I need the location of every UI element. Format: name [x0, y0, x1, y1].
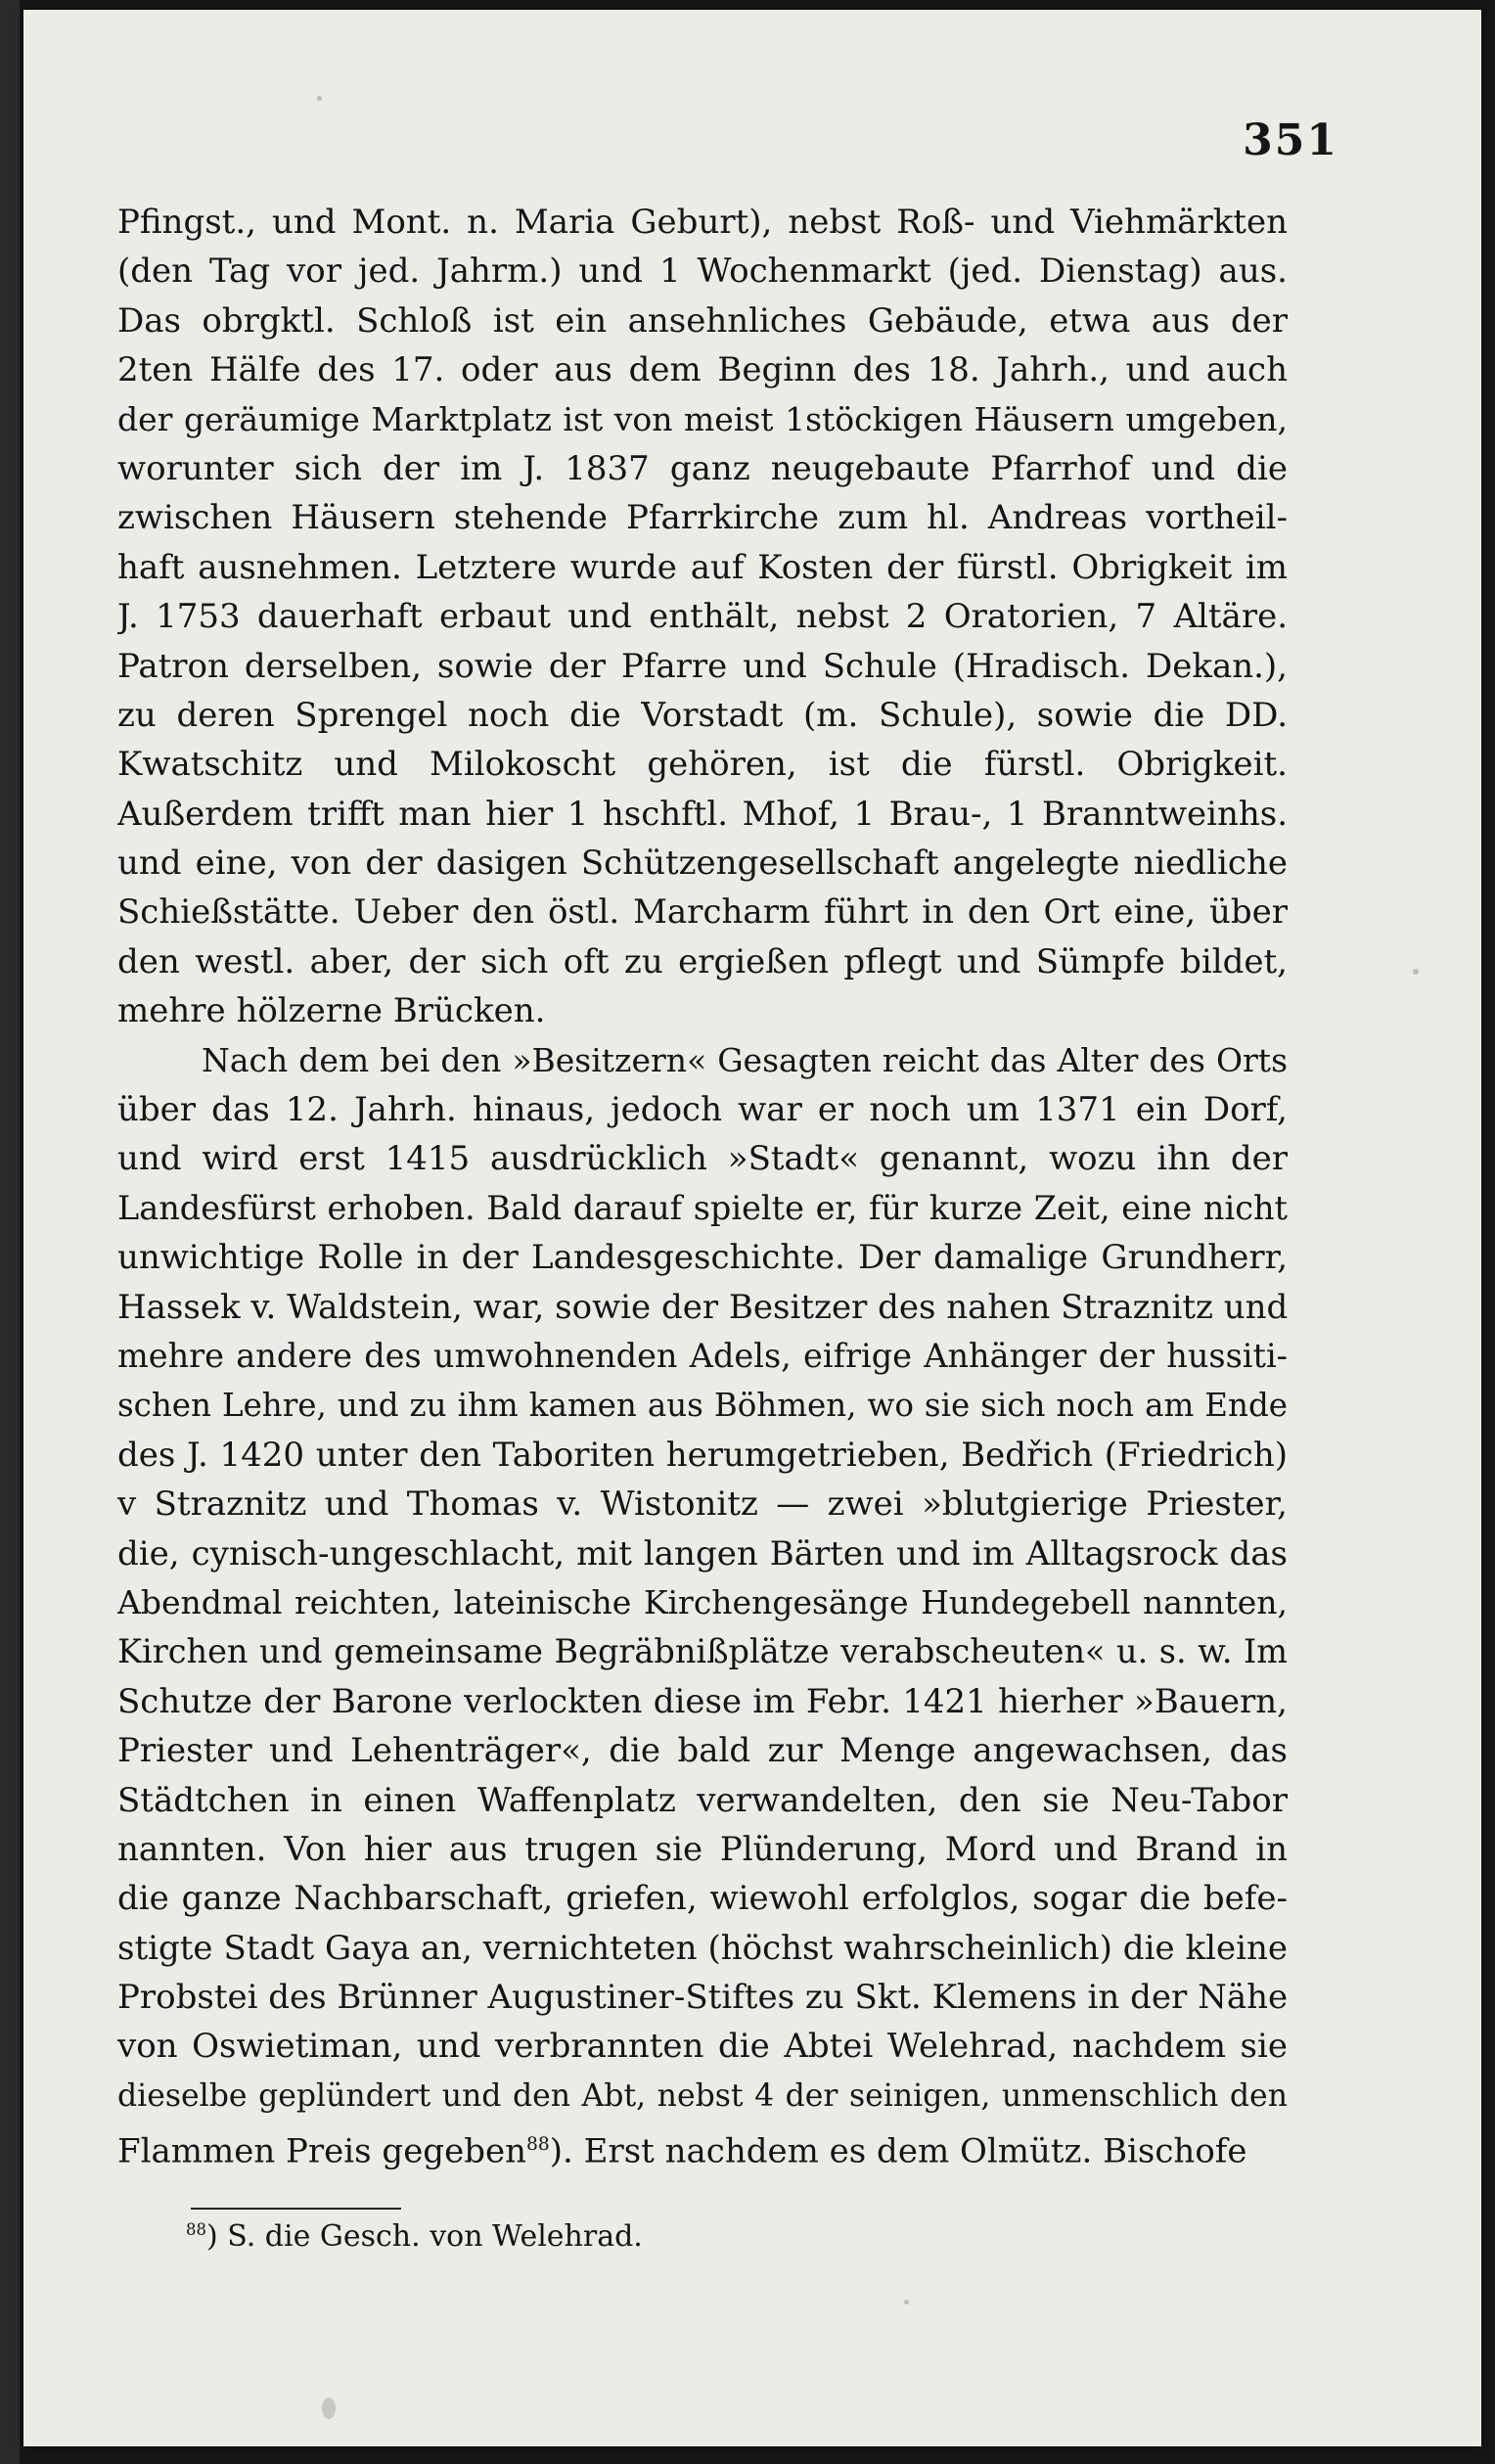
text-line: Pfingst., und Mont. n. Maria Geburt), nebst Roß- und Viehmärkten: [117, 203, 1288, 242]
page-number: 351: [1243, 115, 1338, 165]
text-fragment: Flammen Preis gegeben: [117, 2131, 526, 2170]
paper-speck: [317, 96, 322, 101]
text-line: Das obrgktl. Schloß ist ein ansehnliches Gebäude, etwa aus der: [117, 300, 1288, 341]
text-line: Kwatschitz und Milokoscht gehören, ist die fürstl. Obrigkeit.: [117, 745, 1288, 785]
text-line: Nach dem bei den »Besitzern« Gesagten reicht das Alter des Orts: [202, 1040, 1288, 1079]
text-line: die ganze Nachbarschaft, griefen, wiewohl erfolglos, sogar die befe-: [117, 1879, 1288, 1919]
footnote: [186, 2219, 643, 2254]
text-line: Schutze der Barone verlockten diese im Febr. 1421 hierher »Bauern,: [117, 1681, 1288, 1721]
text-line: die, cynisch-ungeschlacht, mit langen Bärten und im Alltagsrock das: [117, 1533, 1288, 1574]
body-text: [117, 198, 1288, 2170]
text-line: schen Lehre, und zu ihm kamen aus Böhmen, wo sie sich noch am Ende: [117, 1387, 1288, 1425]
text-line: Priester und Lehenträger«, die bald zur Menge angewachsen, das: [117, 1731, 1288, 1771]
text-line: (den Tag vor jed. Jahrm.) und 1 Wochenmarkt (jed. Dienstag) aus.: [117, 251, 1288, 292]
paper-speck: [322, 2397, 336, 2419]
text-line: mehre andere des umwohnenden Adels, eifrige Anhänger der hussiti-: [117, 1336, 1288, 1375]
text-line: zu deren Sprengel noch die Vorstadt (m. Schule), sowie die DD.: [117, 695, 1288, 735]
text-line: 2ten Hälfe des 17. oder aus dem Beginn des 18. Jahrh., und auch: [117, 350, 1288, 390]
paper-speck: [904, 2300, 909, 2304]
text-line: stigte Stadt Gaya an, vernichteten (höchst wahrscheinlich) die kleine: [117, 1928, 1288, 1968]
text-line: dieselbe geplündert und den Abt, nebst 4 der seinigen, unmenschlich den: [117, 2077, 1288, 2114]
text-line: von Oswietiman, und verbrannten die Abtei Welehrad, nachdem sie: [117, 2027, 1288, 2067]
text-line: der geräumige Marktplatz ist von meist 1stöckigen Häusern umgeben,: [117, 399, 1288, 438]
text-line: Landesfürst erhoben. Bald darauf spielte er, für kurze Zeit, eine nicht: [117, 1188, 1288, 1227]
text-line: mehre hölzerne Brücken.: [117, 991, 546, 1031]
text-line: Städtchen in einen Waffenplatz verwandelten, den sie Neu-Tabor: [117, 1780, 1288, 1820]
footnote-separator: [191, 2208, 401, 2210]
text-line: worunter sich der im J. 1837 ganz neugebaute Pfarrhof und die: [117, 448, 1288, 488]
text-line: Kirchen und gemeinsame Begräbnißplätze verabscheuten« u. s. w. Im: [117, 1632, 1288, 1671]
text-line: haft ausnehmen. Letztere wurde auf Kosten der fürstl. Obrigkeit im: [117, 547, 1288, 587]
text-line: zwischen Häusern stehende Pfarrkirche zum hl. Andreas vortheil-: [117, 498, 1288, 538]
text-line: unwichtige Rolle in der Landesgeschichte. Der damalige Grundherr,: [117, 1238, 1288, 1278]
text-line: und wird erst 1415 ausdrücklich »Stadt« genannt, wozu ihn der: [117, 1139, 1288, 1179]
text-line: nannten. Von hier aus trugen sie Plünderung, Mord und Brand in: [117, 1829, 1288, 1869]
text-line: Abendmal reichten, lateinische Kirchengesänge Hundegebell nannten,: [117, 1582, 1288, 1621]
text-line: des J. 1420 unter den Taboriten herumgetrieben, Bedřich (Friedrich): [117, 1435, 1288, 1475]
text-line: den westl. aber, der sich oft zu ergießen pflegt und Sümpfe bildet,: [117, 941, 1288, 981]
text-line: J. 1753 dauerhaft erbaut und enthält, nebst 2 Oratorien, 7 Altäre.: [117, 597, 1288, 637]
text-line: v Straznitz und Thomas v. Wistonitz — zwei »blutgierige Priester,: [117, 1484, 1288, 1525]
text-line: Außerdem trifft man hier 1 hschftl. Mhof, 1 Brau-, 1 Branntweinhs.: [117, 794, 1288, 834]
text-line: und eine, von der dasigen Schützengesellschaft angelegte niedliche: [117, 844, 1288, 884]
footnote-reference: 88: [525, 2134, 550, 2156]
text-line: über das 12. Jahrh. hinaus, jedoch war er noch um 1371 ein Dorf,: [117, 1090, 1288, 1130]
scan-left-edge: [0, 0, 20, 2464]
paper-speck: [1413, 969, 1419, 975]
footnote-text: ) S. die Gesch. von Welehrad.: [206, 2219, 643, 2254]
text-line: Hassek v. Waldstein, war, sowie der Besitzer des nahen Straznitz und: [117, 1287, 1288, 1327]
text-line: Schießstätte. Ueber den östl. Marcharm führt in den Ort eine, über: [117, 892, 1288, 933]
text-line: Patron derselben, sowie der Pfarre und Schule (Hradisch. Dekan.),: [117, 646, 1288, 686]
text-line: Probstei des Brünner Augustiner-Stiftes zu Skt. Klemens in der Nähe: [117, 1978, 1288, 2018]
footnote-marker: 88: [186, 2220, 206, 2239]
text-line-with-footnote: [117, 2121, 1288, 2169]
text-fragment: ). Erst nachdem es dem Olmütz. Bischofe: [549, 2131, 1247, 2170]
